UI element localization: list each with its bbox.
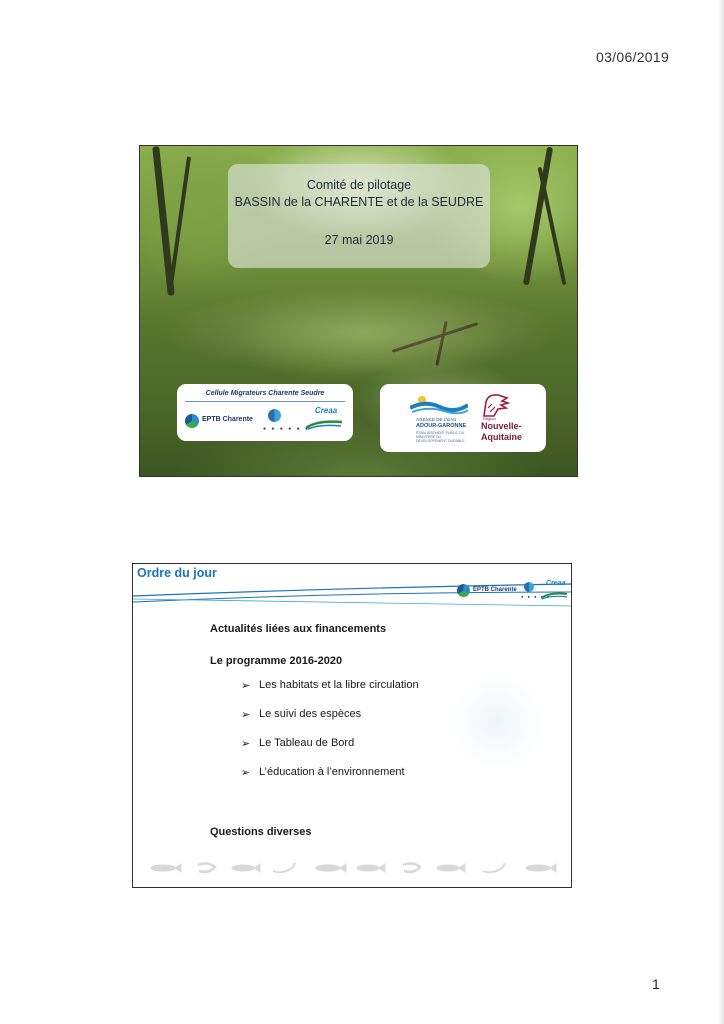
creaa-logo-text: Creaa <box>546 580 566 587</box>
slide-title-line2: BASSIN de la CHARENTE et de la SEUDRE <box>234 195 484 209</box>
tree-trunk <box>169 156 191 285</box>
region-label: Région <box>483 416 496 421</box>
partner-logo-icon <box>268 409 281 422</box>
agenda-subitem-suivi: Le suivi des espèces <box>259 708 362 720</box>
page-date: 03/06/2019 <box>596 49 670 65</box>
partner-logos-left <box>177 384 353 441</box>
cellule-migrateurs-caption: Cellule Migrateurs Charente Seudre <box>205 390 325 397</box>
arrow-bullet-icon: ➢ <box>241 738 251 750</box>
fish-silhouettes-decoration <box>143 859 561 877</box>
page-edge-shadow <box>718 0 724 1024</box>
meeting-date: 27 mai 2019 <box>324 233 394 247</box>
agenda-subitem-education: L’éducation à l’environnement <box>259 766 405 778</box>
agence-eau-label: AGENCE DE L'EAU <box>416 417 457 422</box>
agenda-title: Ordre du jour <box>137 566 217 580</box>
agenda-item-programme: Le programme 2016-2020 <box>210 655 343 667</box>
eptb-logo-text: EPTB Charente <box>202 416 253 423</box>
creaa-swoosh-icon <box>540 591 568 600</box>
agenda-slide <box>132 563 572 888</box>
agenda-subitem-habitats: Les habitats et la libre circulation <box>259 679 419 691</box>
arrow-bullet-icon: ➢ <box>241 709 251 721</box>
arrow-bullet-icon: ➢ <box>241 767 251 779</box>
agenda-item-financements: Actualités liées aux financements <box>210 623 387 635</box>
nouvelle-aquitaine-lion-icon <box>480 392 510 418</box>
title-slide <box>139 145 578 477</box>
adour-garonne-logo-icon <box>410 394 468 414</box>
river-reflection <box>160 286 560 376</box>
arrow-bullet-icon: ➢ <box>241 680 251 692</box>
partner-logo-icon <box>524 582 534 592</box>
nouvelle-label: Nouvelle- <box>481 421 522 431</box>
creaa-swoosh-icon <box>305 418 343 430</box>
logo-divider <box>185 401 345 402</box>
creaa-logo-text: Creaa <box>315 406 338 415</box>
partner-logos-right <box>380 384 546 452</box>
eptb-logo-text: EPTB Charente <box>473 587 517 593</box>
partner-dots-icon: ● ● ● ● ● ● <box>263 426 311 432</box>
page-number: 1 <box>652 976 660 992</box>
eptb-logo-icon <box>457 584 470 597</box>
adour-garonne-label: ADOUR-GARONNE <box>416 423 467 429</box>
slide-title-line1: Comité de pilotage <box>306 178 412 192</box>
agence-tagline: ÉTABLISSEMENT PUBLIC DU MINISTÈRE DU DÉVELOPPEMENT DURABLE <box>416 431 465 443</box>
aquitaine-label: Aquitaine <box>481 432 523 442</box>
tree-trunk <box>538 167 567 285</box>
agenda-subitem-tableau: Le Tableau de Bord <box>259 737 355 749</box>
watermark-circle <box>449 674 545 770</box>
title-box <box>228 164 490 268</box>
partner-dots-icon: ● ● ● ● ● <box>521 594 552 599</box>
agenda-item-questions: Questions diverses <box>210 826 312 838</box>
header-decorative-lines <box>133 578 571 608</box>
eptb-logo-icon <box>185 414 199 428</box>
